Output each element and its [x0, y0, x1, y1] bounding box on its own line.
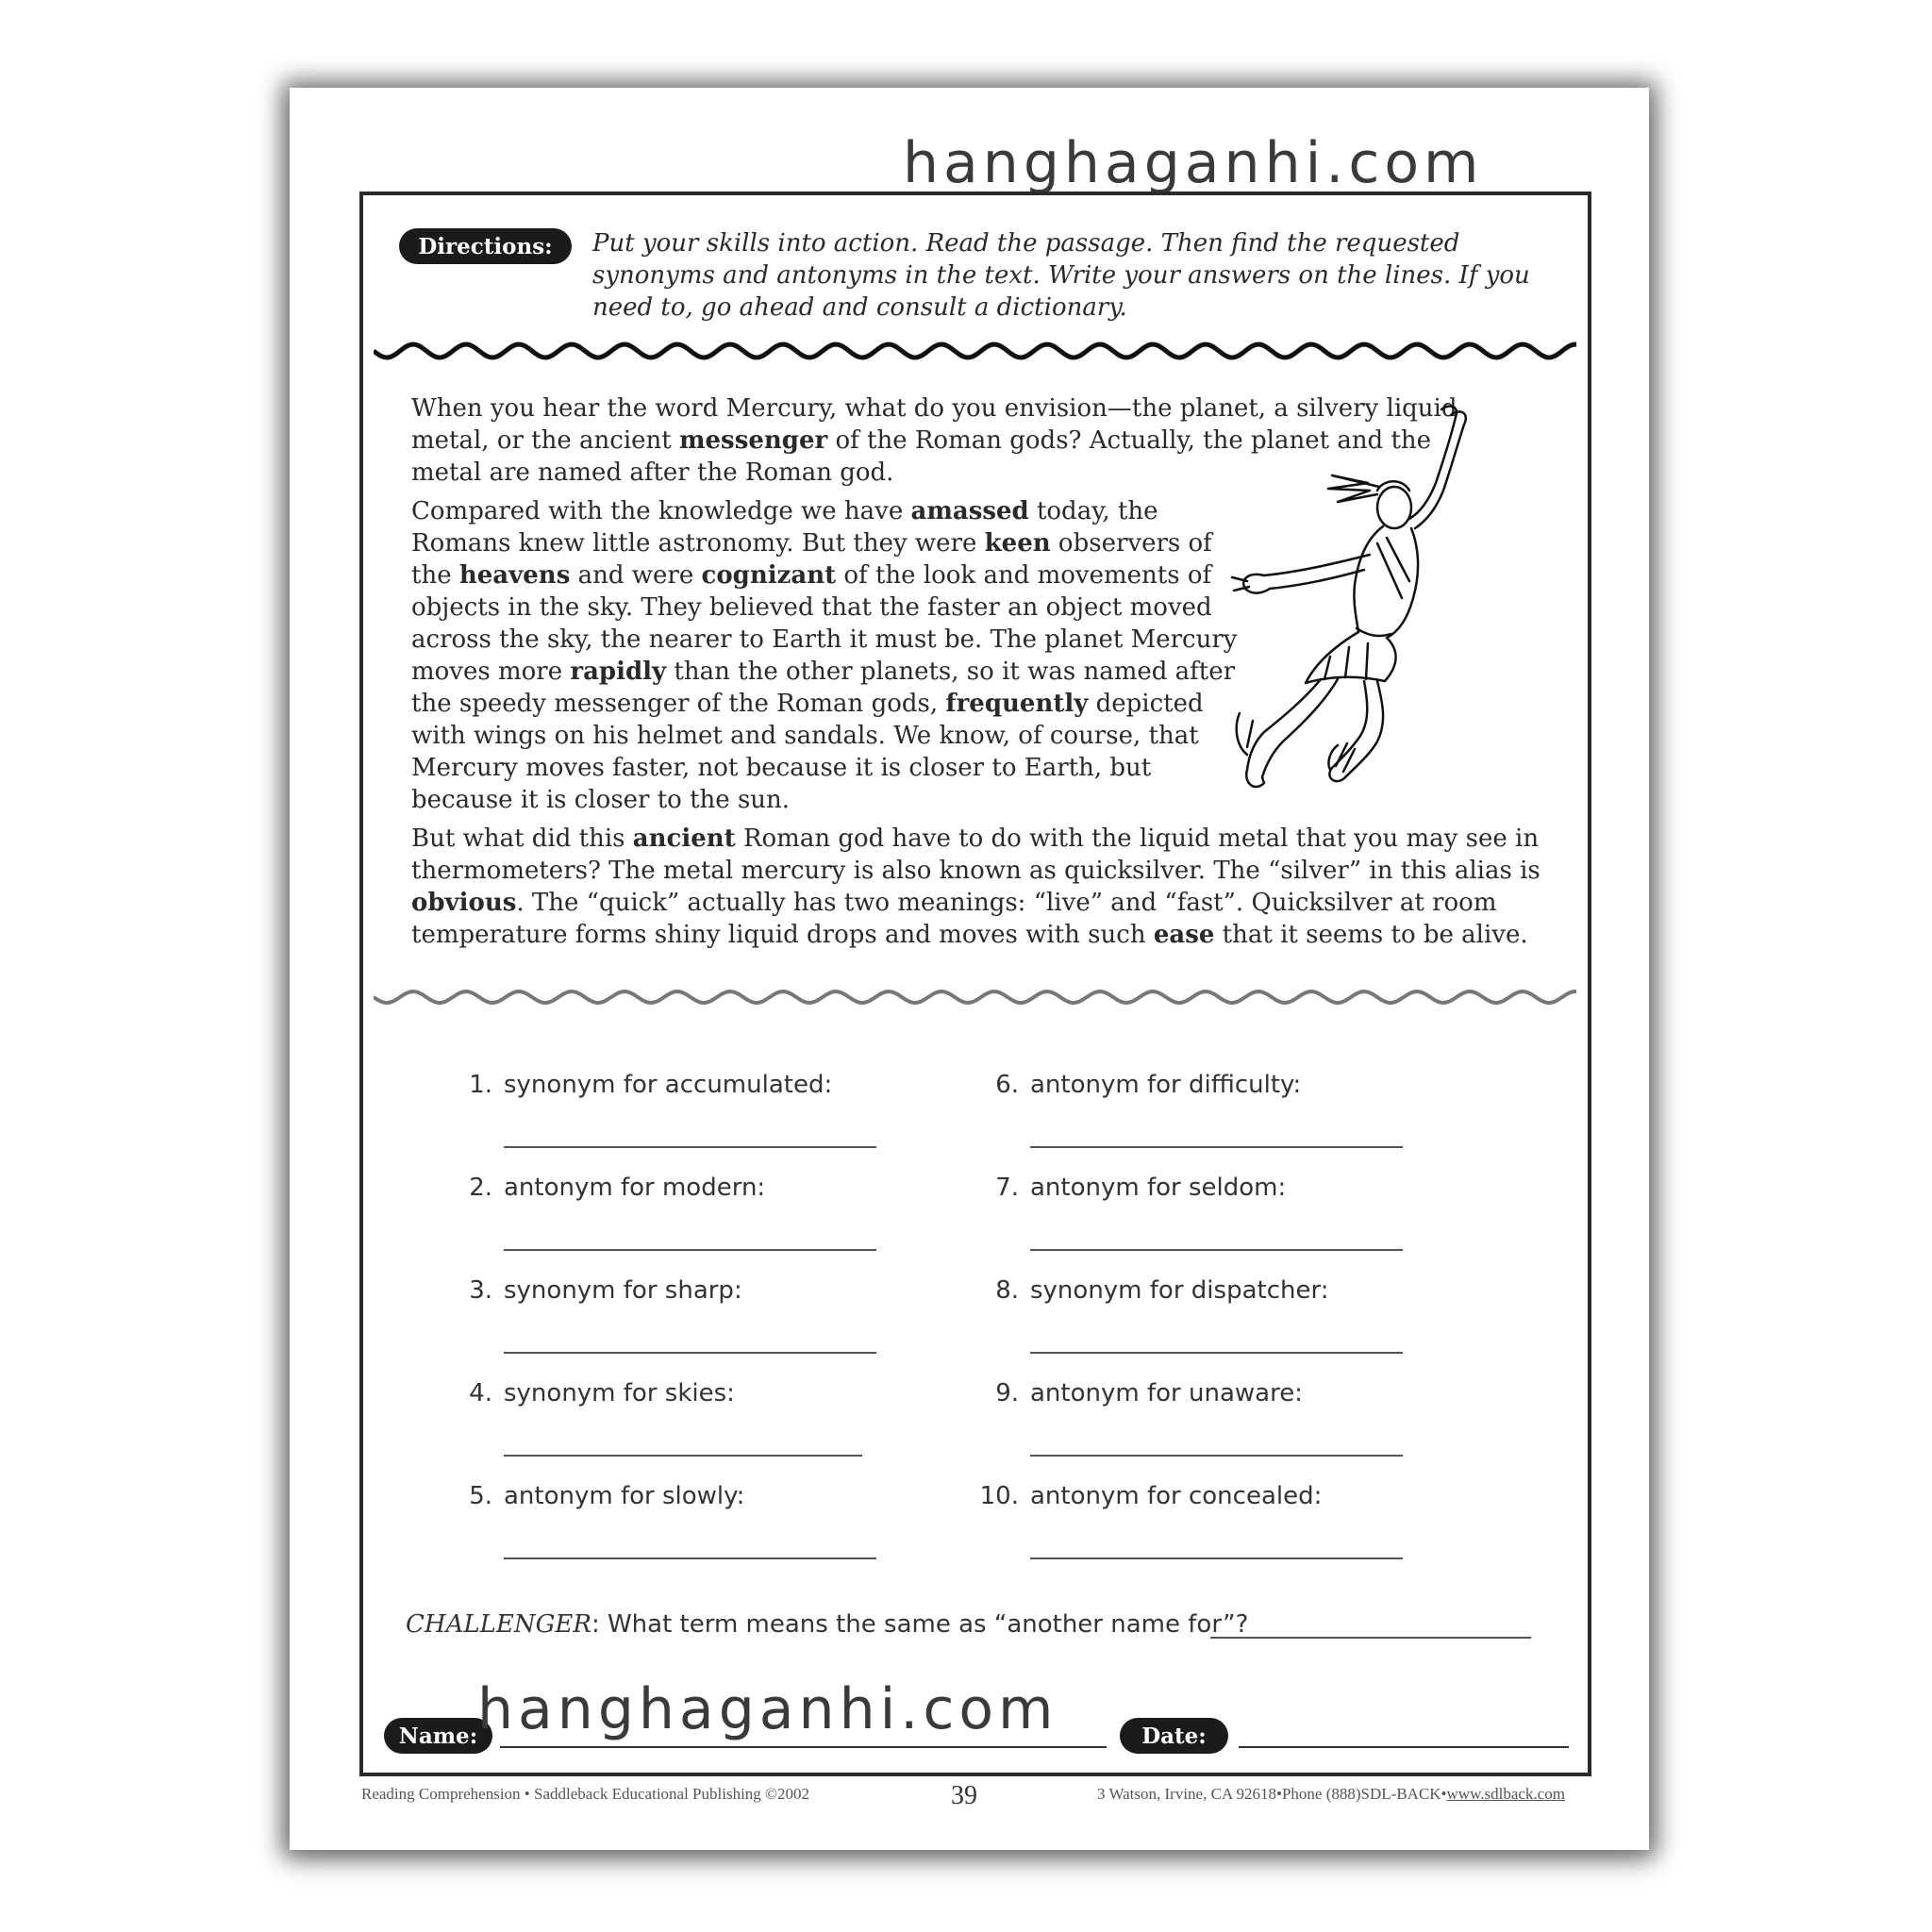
- date-field[interactable]: [1239, 1746, 1569, 1748]
- watermark-bottom: hanghaganhi.com: [477, 1676, 1058, 1742]
- vocabulary-word: cognizant: [701, 561, 837, 590]
- question-2: [453, 1174, 887, 1277]
- answer-line-2[interactable]: [504, 1249, 876, 1251]
- question-text: antonym for slowly:: [504, 1482, 745, 1510]
- passage-text: that it seems to be alive.: [1214, 921, 1528, 949]
- question-7: [979, 1174, 1413, 1277]
- question-5: [453, 1482, 887, 1586]
- question-text: synonym for sharp:: [504, 1276, 742, 1305]
- vocabulary-word: frequently: [945, 690, 1089, 718]
- passage-text: of the Roman gods? Actually, the planet and the metal are named after the Roman god.: [411, 426, 1432, 487]
- name-label: Name:: [384, 1718, 492, 1754]
- question-4: [453, 1379, 887, 1483]
- page-number: 39: [951, 1781, 977, 1810]
- footer-address-text: 3 Watson, Irvine, CA 92618•Phone (888)SDL-BACK•: [1097, 1785, 1447, 1803]
- question-10: [979, 1482, 1413, 1586]
- question-text: antonym for concealed:: [1030, 1482, 1323, 1510]
- question-number: 7.: [995, 1174, 1019, 1202]
- vocabulary-word: obvious: [411, 889, 517, 917]
- question-number: 4.: [469, 1379, 492, 1407]
- passage-text: than the other planets, so it was named after the speedy messenger of the Roman gods,: [411, 658, 1236, 718]
- wavy-divider-bottom: [374, 986, 1576, 1008]
- passage-text: Compared with the knowledge we have: [411, 497, 911, 525]
- publisher-link[interactable]: www.sdlback.com: [1446, 1785, 1565, 1803]
- question-number: 1.: [469, 1071, 492, 1099]
- passage-text: of the look and movements of objects in the sky. They believed that the faster an object moved across the sky, the nearer to Earth it must be. The planet Mercury moves more: [411, 561, 1238, 686]
- date-label: Date:: [1120, 1718, 1228, 1754]
- passage-text: But what did this: [411, 824, 633, 853]
- question-9: [979, 1379, 1413, 1483]
- passage-paragraph-3: [411, 823, 1562, 951]
- challenger-text: : What term means the same as “another name for”?: [591, 1610, 1249, 1639]
- vocabulary-word: messenger: [679, 426, 828, 455]
- question-text: antonym for difficulty:: [1030, 1071, 1302, 1099]
- question-text: antonym for modern:: [504, 1174, 766, 1202]
- vocabulary-word: ancient: [632, 824, 736, 853]
- passage-paragraph-2: [411, 495, 1241, 816]
- answer-line-1[interactable]: [504, 1146, 876, 1148]
- question-number: 8.: [995, 1276, 1019, 1305]
- question-number: 2.: [469, 1174, 492, 1202]
- name-field[interactable]: [500, 1746, 1107, 1748]
- mercury-illustration: [1226, 396, 1538, 792]
- answer-line-3[interactable]: [504, 1352, 876, 1354]
- answer-line-6[interactable]: [1030, 1146, 1403, 1148]
- directions-text: Put your skills into action. Read the passage. Then find the requested synonyms and antonyms in the text. Write your answers on the lines. If you need to, go ahead and consult a dictionary.: [592, 229, 1530, 322]
- vocabulary-word: ease: [1153, 921, 1215, 949]
- passage-text: Roman god have to do with the liquid metal that you may see in thermometers? The metal mercury is also known as quicksilver. The “silver” in this alias is: [411, 824, 1541, 885]
- challenger-answer-line[interactable]: [1210, 1637, 1531, 1639]
- passage-text: today, the Romans knew little astronomy. But they were: [411, 497, 1158, 558]
- footer-publisher: Reading Comprehension • Saddleback Educational Publishing ©2002: [361, 1785, 809, 1803]
- vocabulary-word: amassed: [910, 497, 1029, 525]
- question-text: synonym for dispatcher:: [1030, 1276, 1329, 1305]
- challenger-label: CHALLENGER: [406, 1610, 591, 1639]
- question-8: [979, 1276, 1413, 1380]
- question-number: 10.: [979, 1482, 1019, 1510]
- question-text: synonym for skies:: [504, 1379, 735, 1407]
- answer-line-8[interactable]: [1030, 1352, 1403, 1354]
- question-3: [453, 1276, 887, 1380]
- answer-line-10[interactable]: [1030, 1557, 1403, 1559]
- watermark-top: hanghaganhi.com: [903, 130, 1484, 196]
- passage-text: When you hear the word Mercury, what do you envision—the planet, a silvery liquid metal, or the ancient: [411, 394, 1457, 455]
- challenger-question: [406, 1610, 1248, 1639]
- footer-address: [1097, 1785, 1565, 1804]
- question-number: 9.: [995, 1379, 1019, 1407]
- vocabulary-word: heavens: [458, 561, 571, 590]
- passage-text: . The “quick” actually has two meanings: “live” and “fast”. Quicksilver at room temperature forms shiny liquid drops and moves with such: [411, 889, 1497, 949]
- question-text: antonym for unaware:: [1030, 1379, 1303, 1407]
- question-6: [979, 1071, 1413, 1174]
- passage-text: depicted with wings on his helmet and sandals. We know, of course, that Mercury moves faster, not because it is closer to Earth, but because it is closer to the sun.: [411, 690, 1204, 814]
- question-number: 6.: [995, 1071, 1019, 1099]
- answer-line-9[interactable]: [1030, 1455, 1403, 1457]
- question-number: 3.: [469, 1276, 492, 1305]
- question-number: 5.: [469, 1482, 492, 1510]
- question-text: synonym for accumulated:: [504, 1071, 833, 1099]
- question-text: antonym for seldom:: [1030, 1174, 1287, 1202]
- answer-line-5[interactable]: [504, 1557, 876, 1559]
- answer-line-7[interactable]: [1030, 1249, 1403, 1251]
- vocabulary-word: rapidly: [570, 658, 667, 686]
- directions-label: Directions:: [399, 228, 572, 264]
- passage-text: and were: [570, 561, 702, 590]
- passage-text: observers of the: [411, 529, 1212, 590]
- vocabulary-word: keen: [984, 529, 1051, 558]
- wavy-divider-top: [374, 340, 1576, 362]
- question-1: [453, 1071, 887, 1174]
- answer-line-4[interactable]: [504, 1455, 862, 1457]
